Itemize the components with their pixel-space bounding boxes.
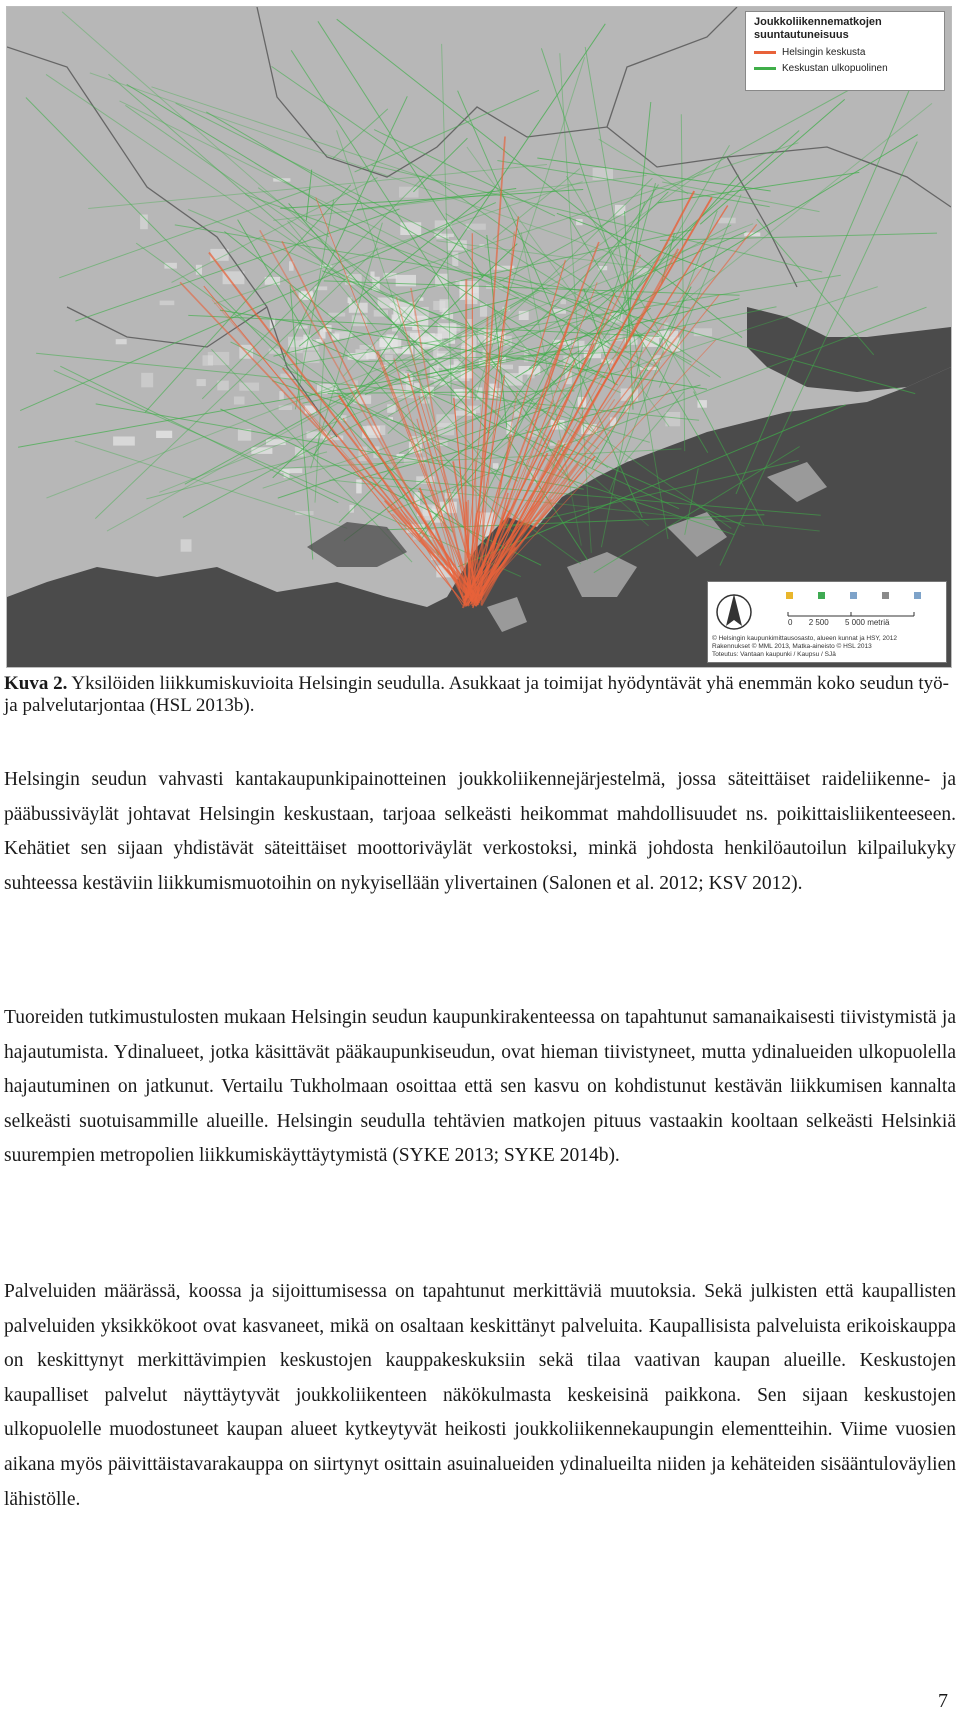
legend-swatch-elsewhere (754, 67, 776, 70)
urban-patch (396, 275, 416, 286)
body-paragraph: Helsingin seudun vahvasti kantakaupunkipainotteinen joukkoliikennejärjestelmä, jossa säteittäiset raideliikenne- ja pääbussiväylät johtavat Helsingin keskustaan, tarjoaa selkeästi heikommat mahdollisuudet ns. poikittaisliikenteeseen. Kehätiet sen sijaan yhdistävät säteittäiset moottoriväylät verkostoksi, minkä johdosta henkilöautoilun kilpailukyky suhteessa kestäviin liikkumismuotoihin on nykyisellään ylivertainen (Salonen et al. 2012; KSV 2012). (4, 769, 956, 894)
north-arrow-icon (714, 590, 754, 640)
urban-patch (116, 339, 127, 344)
map-legend (745, 11, 945, 91)
map-credits (712, 635, 942, 659)
credit-line: Rakennukset © MML 2013, Matka-aineisto © HSL 2013 (712, 643, 872, 650)
figure-caption (4, 673, 956, 717)
urban-patch (493, 463, 499, 469)
legend-item-centre (754, 47, 936, 58)
urban-patch (385, 355, 393, 363)
caption-label: Kuva 2. (4, 673, 68, 694)
credit-line: Toteutus: Vantaan kaupunki / Kaupsu / SJä (712, 651, 836, 658)
urban-patch (374, 310, 388, 317)
urban-patch (160, 301, 175, 306)
credit-line: © Helsingin kaupunkimittausosasto, alueen kunnat ja HSY, 2012 (712, 635, 897, 642)
scale-label-2500: 2 500 (808, 618, 829, 627)
trip-direction-map (7, 7, 951, 667)
urban-patch (718, 218, 735, 224)
caption-text: Yksilöiden liikkumiskuvioita Helsingin seudulla. Asukkaat ja toimijat hyödyntävät yhä enemmän koko seudun työ- ja palvelutarjontaa (HSL 2013b). (4, 673, 949, 716)
body-paragraph: Palveluiden määrässä, koossa ja sijoittumisessa on tapahtunut merkittäviä muutoksia. Sekä julkisten että kaupallisten palveluiden yksikkökoot ovat kasvaneet, mikä on osaltaan keskittänyt palveluita. Kaupallisista palveluista erikoiskauppa on keskittynyt merkittävimpien keskustojen kauppakeskuksiin sekä tilaa vaativan kaupan alueille. Keskustojen kaupalliset palvelut näyttäytyvät joukkoliikenteen näkökulmasta keskeisinä paikkona. Sen sijaan keskustojen ulkopuolelle muodostuneet kaupan alueet kytkeytyvät heikosti joukkoliikennekaupungin elementteihin. Viime vuosien aikana myös päivittäistavarakauppa on siirtynyt osittain asuinalueiden ydinalueilta niiden ja kehäteiden sisääntuloväylien lähistölle. (4, 1281, 956, 1510)
legend-swatch-centre (754, 51, 776, 54)
urban-patch (113, 437, 135, 446)
urban-patch (156, 431, 172, 438)
scale-box (707, 581, 947, 663)
urban-patch (203, 355, 214, 365)
scale-label-0: 0 (788, 618, 793, 627)
body-paragraph: Tuoreiden tutkimustulosten mukaan Helsingin seudun kaupunkirakenteessa on tapahtunut samanaikaisesti tiivistymistä ja hajautumista. Ydinalueet, jotka käsittävät pääkaupunkiseudun, ovat hieman tiivistyneet, mutta ydinalueiden ulkopuolella hajautuminen on jatkunut. Vertailu Tukholmaan osoittaa että sen kasvu on kohdistunut kestävän liikkumisen kannalta selkeästi suotuisammille alueille. Helsingin seudulla tehtävien matkojen pituus vastaakin kooltaan selkeästi Helsinkiä suurempien metropolien liikkumiskäyttäytymistä (SYKE 2013; SYKE 2014b). (4, 1007, 956, 1167)
urban-patch (279, 405, 292, 410)
urban-patch (356, 480, 362, 494)
map-figure (6, 6, 952, 668)
urban-patch (234, 397, 245, 405)
legend-label-centre: Helsingin keskusta (782, 47, 866, 58)
urban-patch (181, 539, 192, 551)
legend-item-elsewhere (754, 63, 936, 74)
urban-patch (197, 379, 206, 386)
urban-patch (141, 373, 153, 388)
scale-labels (788, 618, 903, 627)
urban-patch (140, 215, 148, 230)
scale-label-5000: 5 000 metriä (844, 618, 890, 627)
legend-label-elsewhere: Keskustan ulkopuolinen (782, 63, 888, 74)
urban-patch (266, 439, 286, 445)
page-number: 7 (938, 1690, 948, 1712)
legend-title: Joukkoliikennematkojen suuntautuneisuus (754, 16, 882, 41)
